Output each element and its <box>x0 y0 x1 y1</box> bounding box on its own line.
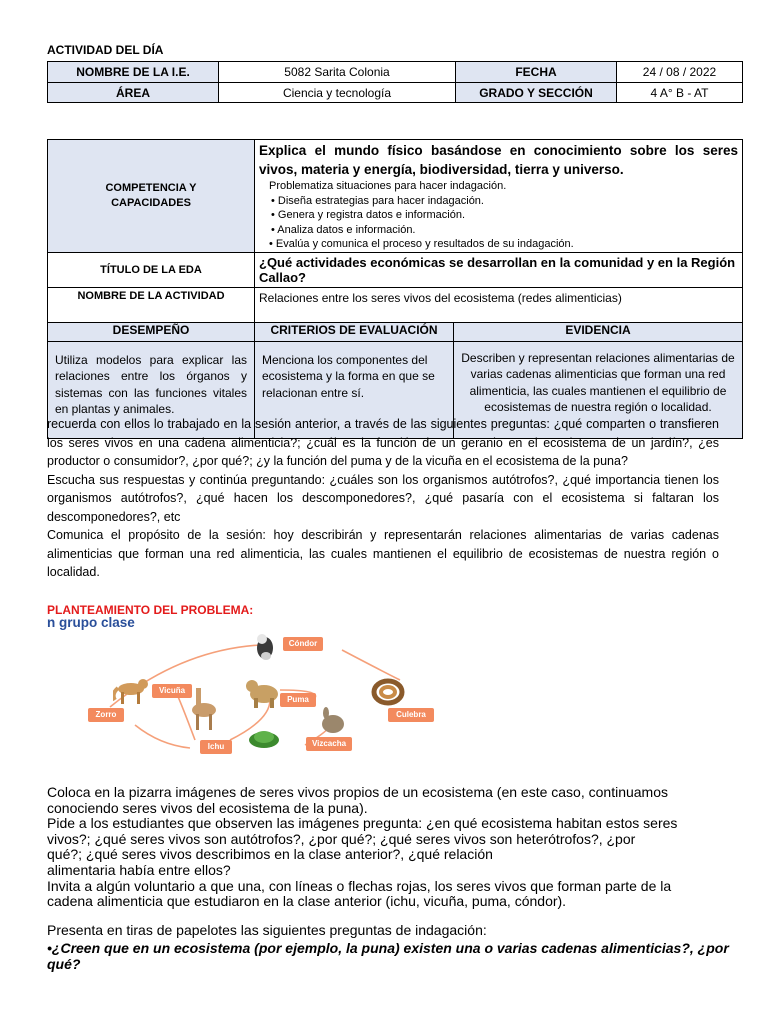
body-line: qué?; ¿qué seres vivos describimos en la clase anterior?, ¿qué relación <box>47 846 493 863</box>
intro-text <box>47 415 719 582</box>
planning-table <box>47 139 743 439</box>
info-table <box>47 61 743 103</box>
label-culebra: Culebra <box>388 708 434 722</box>
capacidades-list <box>255 179 742 252</box>
body-line: cadena alimenticia que estudiaron en la clase anterior (ichu, vicuña, puma, cóndor). <box>47 893 567 910</box>
headers-row <box>48 322 743 341</box>
label-vicuna: Vicuña <box>152 684 192 698</box>
grado-value: 4 A° B - AT <box>617 83 743 103</box>
problem-subheading: n grupo clase <box>47 615 135 630</box>
fecha-value: 24 / 08 / 2022 <box>617 62 743 83</box>
criterios-text: Menciona los componentes del ecosistema y la forma en que se relacionan entre sí. <box>255 341 454 438</box>
page-title: ACTIVIDAD DEL DÍA <box>47 43 164 57</box>
actividad-label: NOMBRE DE LA ACTIVIDAD <box>48 287 255 322</box>
body-line: vivos?; ¿qué seres vivos son autótrofos?, ¿por qué?; ¿qué seres vivos son heterótrofos?, ¿por <box>47 830 636 847</box>
fecha-label: FECHA <box>456 62 617 83</box>
body-line: Invita a algún voluntario a que una, con líneas o flechas rojas, los seres vivos que forman parte de la <box>47 877 672 894</box>
label-vizcacha: Vizcacha <box>306 737 352 751</box>
arrow-zorro-ichu <box>135 725 190 748</box>
paragraph: recuerda con ellos lo trabajado en la sesión anterior, a través de las siguientes preguntas: ¿qué comparten o transfieren los seres vivos en una cadena alimenticia?; ¿cuál es la función de un geranio en el ecosistema de un jardín?, ¿es productor o consumidor?, ¿por qué?; ¿y la función del puma y de la vicuña en el ecosistema de la puna? <box>47 417 719 468</box>
ie-label: NOMBRE DE LA I.E. <box>48 62 219 83</box>
zorro-icon <box>113 674 149 706</box>
capacidad-item: Problematiza situaciones para hacer indagación. <box>269 180 507 192</box>
label-zorro: Zorro <box>88 708 124 722</box>
titulo-text: ¿Qué actividades económicas se desarrollan en la comunidad y en la Región Callao? <box>255 252 743 287</box>
condor-icon <box>252 632 278 662</box>
info-row <box>48 62 743 83</box>
grado-label: GRADO Y SECCIÓN <box>456 83 617 103</box>
area-value: Ciencia y tecnología <box>219 83 456 103</box>
presenta-text: Presenta en tiras de papelotes las siguientes preguntas de indagación: <box>47 922 487 938</box>
titulo-label: TÍTULO DE LA EDA <box>48 252 255 287</box>
label-puma: Puma <box>280 693 316 707</box>
instructions-block <box>47 785 727 910</box>
body-line: alimentaria había entre ellos? <box>47 861 231 878</box>
body-line: conociendo seres vivos del ecosistema de la puna). <box>47 799 368 816</box>
food-web-diagram <box>80 630 450 760</box>
capacidad-item: • Evalúa y comunica el proceso y resultados de su indagación. <box>269 238 574 250</box>
desempeno-text: Utiliza modelos para explicar las relaciones entre los órganos y sistemas con las funciones vitales en plantas y animales. <box>48 341 255 438</box>
desempeno-label: DESEMPEÑO <box>48 322 255 341</box>
vicuna-icon <box>188 686 218 732</box>
info-row <box>48 83 743 103</box>
inquiry-question: •¿Creen que en un ecosistema (por ejemplo, la puna) existen una o varias cadenas alimenticias?, ¿por qué? <box>47 940 729 972</box>
capacidad-item: • Genera y registra datos e información. <box>271 209 465 221</box>
titulo-row <box>48 252 743 287</box>
ichu-icon <box>248 728 280 748</box>
label-condor: Cóndor <box>283 637 323 651</box>
problem-heading: PLANTEAMIENTO DEL PROBLEMA: <box>47 603 254 617</box>
culebra-icon <box>370 676 406 708</box>
vizcacha-icon <box>318 707 348 735</box>
criterios-label: CRITERIOS DE EVALUACIÓN <box>255 322 454 341</box>
competencia-row <box>48 140 743 253</box>
competencia-label: COMPETENCIA Y CAPACIDADES <box>48 140 255 253</box>
capacidad-item: • Analiza datos e información. <box>271 223 416 236</box>
paragraph: Comunica el propósito de la sesión: hoy describirán y representarán relaciones alimentarias de varias cadenas alimenticias que forman una red alimenticia, las cuales mantienen el equilibrio de ecosistemas de nuestra región o localidad. <box>47 528 719 579</box>
body-line: Pide a los estudiantes que observen las imágenes pregunta: ¿en qué ecosistema habitan estos seres <box>47 815 678 832</box>
puma-icon <box>242 674 282 710</box>
evidencia-text: Describen y representan relaciones alimentarias de varias cadenas alimenticias que forman una red alimenticia, las cuales mantienen el equilibrio de ecosistemas de nuestra región o localidad. <box>454 341 743 438</box>
evidencia-label: EVIDENCIA <box>454 322 743 341</box>
label-ichu: Ichu <box>200 740 232 754</box>
ie-value: 5082 Sarita Colonia <box>219 62 456 83</box>
paragraph: Escucha sus respuestas y continúa preguntando: ¿cuáles son los organismos autótrofos?, ¿qué importancia tienen los organismos autótrofos?, ¿qué hacen los descomponedores?, ¿qué pasaría con el ecosistema si faltaran los descomponedores?, etc <box>47 472 719 524</box>
capacidad-item: • Diseña estrategias para hacer indagación. <box>271 194 484 207</box>
competencia-text: Explica el mundo físico basándose en conocimiento sobre los seres vivos, materia y energía, biodiversidad, tierra y universo. <box>259 143 738 177</box>
body-line: Coloca en la pizarra imágenes de seres vivos propios de un ecosistema (en este caso, continuamos <box>47 784 668 800</box>
area-label: ÁREA <box>48 83 219 103</box>
actividad-row <box>48 287 743 322</box>
actividad-text: Relaciones entre los seres vivos del ecosistema (redes alimenticias) <box>255 287 743 322</box>
